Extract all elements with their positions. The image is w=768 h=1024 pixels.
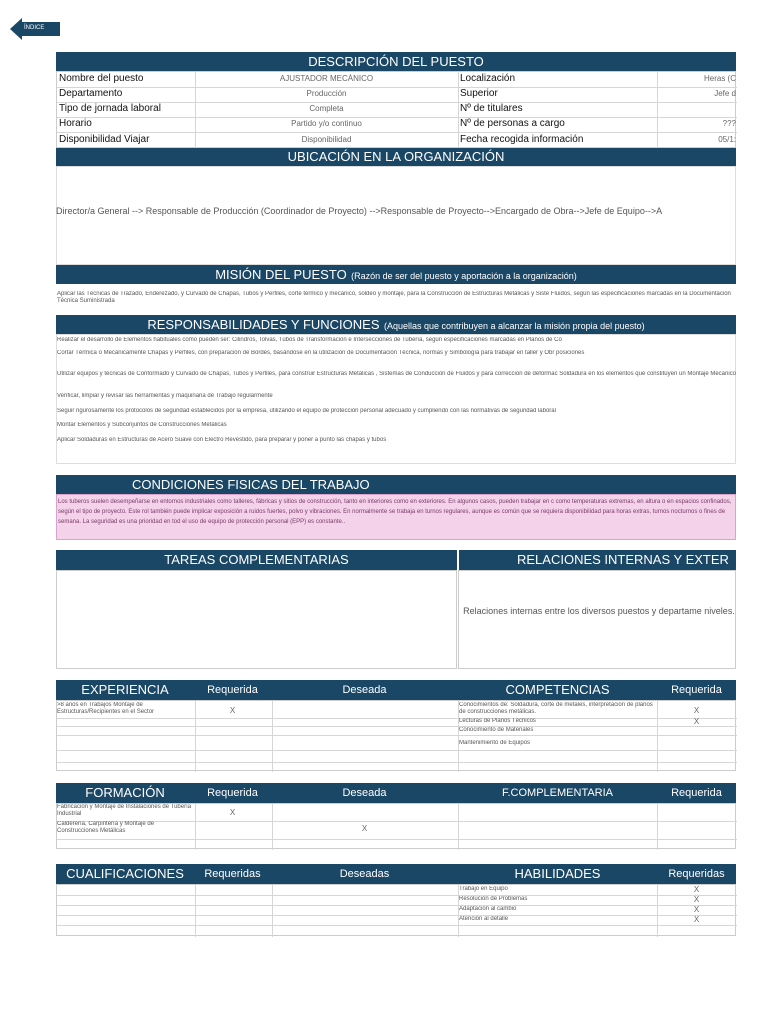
- experiencia-row-req: X: [229, 706, 236, 715]
- habilidad-row-text: Trabajo en Equipo: [459, 886, 508, 892]
- mision-subtitle: (Razón de ser del puesto y aportación a la organización): [351, 271, 577, 281]
- viajar-label: Disponibilidad Viajar: [59, 134, 150, 145]
- formacion-deseada: Deseada: [342, 787, 387, 799]
- superior-label: Superior: [460, 88, 498, 99]
- viajar-value: Disponibilidad: [301, 135, 352, 144]
- formacion-requerida: Requerida: [207, 787, 258, 799]
- fecha-value: 05/1:: [718, 135, 736, 144]
- habilidad-row-text: Adaptación al cambio: [459, 906, 517, 912]
- competencia-row-req: X: [693, 706, 700, 715]
- ubicacion-text: Director/a General --> Responsable de Producción (Coordinador de Proyecto) -->Responsable de Proyecto-->Encargado de Obra-->Jefe de Equipo-->A: [56, 206, 663, 216]
- mision-title: MISIÓN DEL PUESTO: [215, 267, 347, 282]
- mision-text: Aplicar las Técnicas de Trazado, Enderezado, y Curvado de Chapas, Tubos y Perfiles, corte térmico y mecánico, soldeo y montaje, para la Construcción de Estructuras Metálicas y Siste Fluidos, según las especificaciones marcadas en la Documentación Técnica Suministrada: [57, 291, 731, 304]
- habilidad-row-req: X: [693, 905, 700, 914]
- departamento-label: Departamento: [59, 88, 123, 99]
- competencia-row-text: Lecturas de Planos Técnicos: [459, 718, 536, 724]
- formacion-title: FORMACIÓN: [85, 785, 165, 800]
- fcomplementaria-requerida: Requerida: [671, 787, 722, 799]
- nombre-puesto-label: Nombre del puesto: [59, 73, 144, 84]
- relaciones-text: Relaciones internas entre los diversos puestos y departame niveles.: [463, 606, 735, 616]
- departamento-value: Producción: [306, 89, 347, 98]
- personas-cargo-value: ???: [722, 119, 736, 128]
- habilidades-requeridas: Requeridas: [668, 868, 725, 880]
- habilidad-row-text: Atención al detalle: [459, 916, 509, 922]
- responsabilidad-item: Cortar Térmica o Mecánicamente Chapas y Perfiles, con preparación de Bordes, basándose en la utilización de Documentación Técnica, normas y Simbología para trabajar en taller y Obr posiciones: [57, 350, 585, 356]
- personas-cargo-label: Nº de personas a cargo: [460, 118, 565, 129]
- responsabilidad-item: Utilizar equipos y técnicas de Conformado y Curvado de Chapas, Tubos y Perfiles, para construir Estructuras Metálicas , Sistemas de Conducción de Fluidos y para corrección de deformac Soldadura en los elementos que constituyen un Montaje Mecánico: [57, 371, 736, 377]
- condiciones-text: Los tuberos suelen desempeñarse en entornos industriales como talleres, fábricas y sitios de construcción, tanto en interiores como en exteriores. En algunos casos, pueden trabajar en c como temperaturas extremas, en altura o en espacios confinados, según el tipo de proyecto. Este rol también puede implicar exposición a ruidos fuertes, polvo y vibraciones. En normalmente se trabaja en turnos regulares, aunque es común que se requiera disponibilidad para horas extras, turnos nocturnos o fines de semana. La seguridad es una prioridad en tod el uso de equipo de protección personal (EPP) es constante..: [58, 499, 732, 525]
- responsabilidad-item: Verificar, limpiar y revisar las herramientas y maquinaria de Trabajo regularmente: [57, 393, 273, 399]
- habilidad-row-req: X: [693, 885, 700, 894]
- indice-back-button[interactable]: [10, 18, 62, 40]
- horario-label: Horario: [59, 118, 92, 129]
- formacion-row-req: X: [229, 808, 236, 817]
- habilidad-row-text: Resolución de Problemas: [459, 896, 528, 902]
- responsabilidades-title: RESPONSABILIDADES Y FUNCIONES: [147, 317, 380, 332]
- superior-value: Jefe d: [714, 89, 736, 98]
- condiciones-title: CONDICIONES FISICAS DEL TRABAJO: [132, 477, 370, 492]
- experiencia-title: EXPERIENCIA: [81, 682, 169, 697]
- ubicacion-title: UBICACIÓN EN LA ORGANIZACIÓN: [56, 148, 736, 166]
- indice-label: ÍNDICE: [24, 25, 45, 31]
- descripcion-title: DESCRIPCIÓN DEL PUESTO: [56, 52, 736, 71]
- responsabilidad-item: Montar Elementos y Subconjuntos de Construcciones Metálicas: [57, 422, 227, 428]
- experiencia-requerida: Requerida: [207, 684, 258, 696]
- localizacion-label: Localización: [460, 73, 516, 84]
- nombre-puesto-value: AJUSTADOR MECÁNICO: [279, 74, 374, 83]
- condiciones-header: [56, 475, 736, 494]
- formacion-row-des: X: [361, 824, 368, 833]
- habilidades-title: HABILIDADES: [514, 866, 601, 881]
- responsabilidades-subtitle: (Aquellas que contribuyen a alcanzar la misión propia del puesto): [383, 321, 645, 331]
- responsabilidad-item: Aplicar Soldaduras en Estructuras de Acero Suave con Electro Revestido, para preparar y poner a punto las chapas y tubos: [57, 437, 387, 443]
- habilidad-row-req: X: [693, 895, 700, 904]
- competencias-title: COMPETENCIAS: [505, 682, 610, 697]
- localizacion-value: Heras (C: [703, 74, 736, 83]
- cualificaciones-deseadas: Deseadas: [339, 868, 390, 880]
- experiencia-deseada: Deseada: [342, 684, 387, 696]
- habilidad-row-req: X: [693, 915, 700, 924]
- competencias-requerida: Requerida: [671, 684, 722, 696]
- formacion-row-text: Calderería, Carpintería y Montaje de Construcciones Metálicas: [57, 821, 155, 834]
- relaciones-title: RELACIONES INTERNAS Y EXTER: [459, 550, 736, 570]
- responsabilidad-item: Seguir rigurosamente los protocolos de seguridad establecidos por la empresa, utilizando el equipo de protección personal adecuado y cumpliendo con las normativas de seguridad laboral: [57, 408, 556, 414]
- cualificaciones-requeridas: Requeridas: [204, 868, 261, 880]
- tareas-title: TAREAS COMPLEMENTARIAS: [56, 550, 457, 570]
- responsabilidades-header: [56, 315, 736, 334]
- responsabilidad-item: Realizar el desarrollo de Elementos habituales como pueden ser: Cilindros, Tolvas, Tubos de Transformación e Intersecciones de Tubería, según especificaciones marcadas en Planos de Co: [57, 337, 562, 343]
- mision-header: [56, 265, 736, 284]
- competencia-row-text: Mantenimiento de Equipos: [459, 740, 531, 746]
- jornada-value: Completa: [309, 104, 344, 113]
- fecha-label: Fecha recogida información: [460, 134, 584, 145]
- fcomplementaria-title: F.COMPLEMENTARIA: [501, 787, 614, 799]
- tareas-box: [56, 570, 457, 669]
- competencia-row-text: Conocimiento de Materiales: [459, 727, 534, 733]
- competencia-row-text: Conocimientos de: Soldadura, corte de metales, interpretación de planos de construcciones metálicas.: [459, 702, 653, 715]
- competencia-row-req: X: [693, 717, 700, 726]
- titulares-label: Nº de titulares: [460, 103, 523, 114]
- formacion-row-text: Fabricación y Montaje de Instalaciones de Tubería Industrial: [57, 804, 192, 817]
- jornada-label: Tipo de jornada laboral: [59, 103, 161, 114]
- horario-value: Partido y/o continuo: [291, 119, 362, 128]
- experiencia-row-text: >8 años en Trabajos Montaje de Estructuras/Recipientes en el Sector: [57, 702, 155, 715]
- cualificaciones-title: CUALIFICACIONES: [66, 866, 184, 881]
